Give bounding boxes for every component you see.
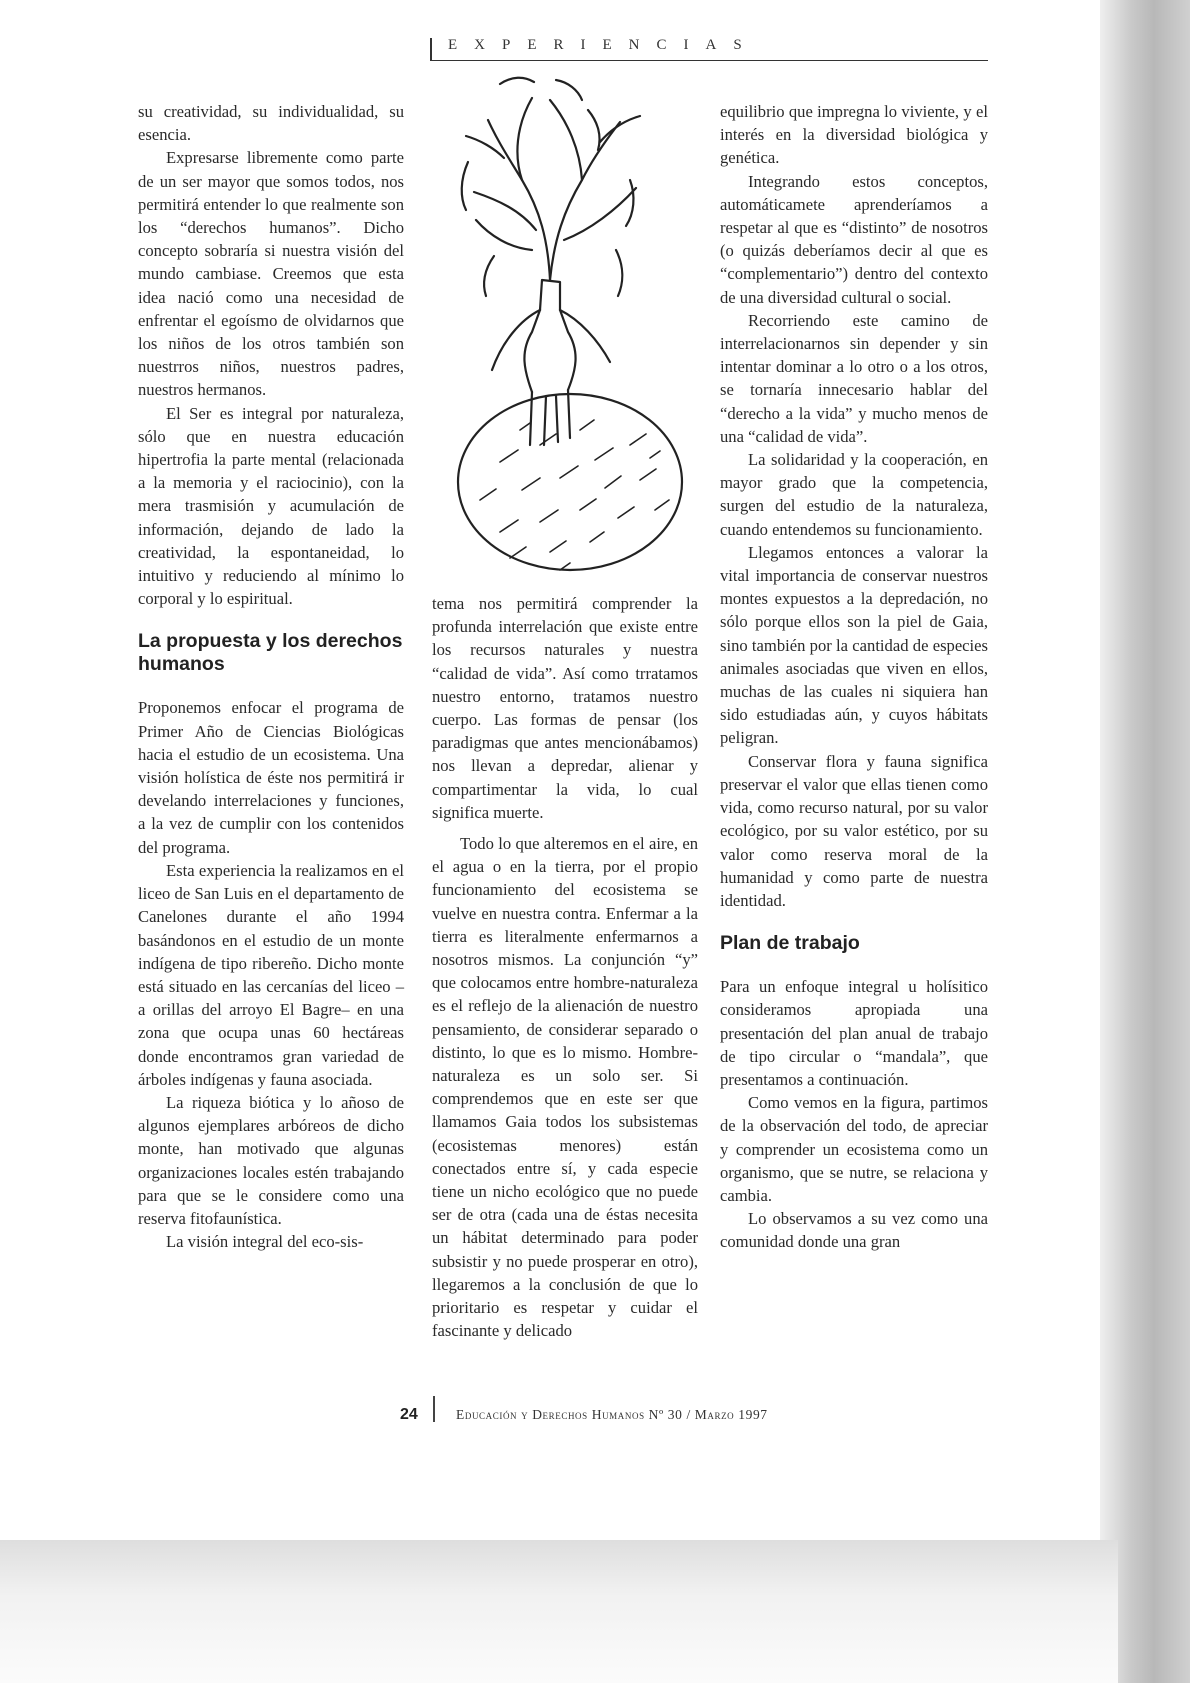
paragraph: Proponemos enfocar el programa de Primer Año de Ciencias Biológicas hacia el estudio de un ecosistema. Una visión holística de éste nos permitirá ir develando interrelaciones y funciones, a la vez de cumplir con los contenidos del programa. xyxy=(138,698,404,857)
page-footer xyxy=(400,1402,860,1432)
text-column-2 xyxy=(432,592,698,1343)
paragraph: equilibrio que impregna lo viviente, y el interés en la diversidad biológica y genética. xyxy=(720,102,988,168)
paragraph: Expresarse libremente como parte de un ser mayor que somos todos, nos permitirá entender lo que realmente son los “derechos humanos”. Dicho concepto sobraría si nuestra visión del mundo cambiase. Creemos que esta idea nació como una necesidad de enfrentar el egoísmo de olvidarnos que los niños de los otros también son nuestrros niños, nuestros padres, nuestros hermanos. xyxy=(138,148,404,400)
paragraph: La solidaridad y la cooperación, en mayor grado que la competencia, surgen del estudio de la naturaleza, cuando entendemos su funcionamiento. xyxy=(720,450,988,539)
tree-person-illustration xyxy=(440,70,700,580)
scan-bottom-shadow xyxy=(0,1540,1118,1683)
header-bar xyxy=(430,38,432,60)
section-heading: La propuesta y los derechos humanos xyxy=(138,630,403,676)
text-column-1 xyxy=(138,100,404,1253)
journal-citation: Educación y Derechos Humanos Nº 30 / Marzo 1997 xyxy=(456,1407,768,1422)
paragraph: Integrando estos conceptos, automáticamete aprenderíamos a respetar al que es “distinto” de nosotros (o quizás deberíamos decir al que es “complementario”) dentro del contexto de una diversidad cultural o social. xyxy=(720,171,988,307)
paragraph: Llegamos entonces a valorar la vital importancia de conservar nuestros montes expuestos a la depredación, no sólo porque ellos son la piel de Gaia, sino también por la cantidad de especies animales asociadas que viven en ellos, muchas de las cuales ni siquiera han sido estudiadas aún, y cuyos hábitats peligran. xyxy=(720,542,988,748)
paragraph: La riqueza biótica y lo añoso de algunos ejemplares arbóreos de dicho monte, han motivado que algunas organizaciones locales estén trabajando para que se le considere como una reserva fitofaunística. xyxy=(138,1092,404,1228)
section-heading: Plan de trabajo xyxy=(720,932,860,955)
text-column-3 xyxy=(720,100,988,1254)
paragraph: Para un enfoque integral u holísitico consideramos apropiada una presentación del plan anual de trabajo de tipo circular o “mandala”, que presentamos a continuación. xyxy=(720,977,988,1089)
paragraph: El Ser es integral por naturaleza, sólo que en nuestra educación hipertrofia la parte mental (relacionada a la memoria y el raciocinio), con la mera trasmisión y acumulación de información, dejando de lado la creatividad, la espontaneidad, lo intuitivo y reduciendo al mínimo lo corporal y lo espiritual. xyxy=(138,403,404,609)
paragraph: Lo observamos a su vez como una comunidad donde una gran xyxy=(720,1209,988,1252)
paragraph: Conservar flora y fauna significa preservar el valor que ellas tienen como vida, como recurso natural, por su valor ecológico, por su valor estético, por su valor como reserva moral de la humanidad y como parte de nuestra identidad. xyxy=(720,751,988,910)
paragraph: La visión integral del eco-sis- xyxy=(166,1232,364,1252)
scan-edge-shadow xyxy=(1100,0,1190,1683)
paragraph: su creatividad, su individualidad, su esencia. xyxy=(138,102,404,145)
paragraph: Recorriendo este camino de interrelacionarnos sin depender y sin intentar dominar a lo otro o a los otros, se tornaría innecesario hablar del “derecho a la vida” y mucho menos de una “calidad de vida”. xyxy=(720,310,988,446)
paragraph: Todo lo que alteremos en el aire, en el agua o en la tierra, por el propio funcionamiento del ecosistema se vuelve en nuestra contra. Enfermar a la tierra es literalmente enfermarnos a nosotros mismos. La conjunción “y” que colocamos entre hombre-naturaleza es el reflejo de la alienación de nuestro pensamiento, de considerar separado o distinto, lo que es lo mismo. Hombre-naturaleza es un solo ser. Si comprendemos que en este ser que llamamos Gaia todos los subsistemas (ecosistemas menores) están conectados entre sí, y cada especie tiene un nicho ecológico que no puede ser de otra (cada una de éstas necesita un hábitat determinado para poder subsistir y no puede prosperar en otro), llegaremos a la conclusión de que lo prioritario es respetar y cuidar el fascinante y delicado xyxy=(432,834,698,1341)
section-header xyxy=(430,36,988,61)
section-title: EXPERIENCIAS xyxy=(448,37,759,53)
page-number: 24 xyxy=(400,1406,418,1423)
footer-separator xyxy=(433,1396,435,1422)
paragraph: tema nos permitirá comprender la profunda interrelación que existe entre los recursos naturales y nuestra “calidad de vida”. Así como trratamos nuestro entorno, tratamos nuestro cuerpo. Las formas de pensar (los paradigmas que antes mencionábamos) nos llevan a depredar, alienar y compartimentar la vida, lo cual significa muerte. xyxy=(432,594,698,822)
paragraph: Esta experiencia la realizamos en el liceo de San Luis en el departamento de Canelones durante el año 1994 basándonos en el estudio de un monte indígena de tipo ribereño. Dicho monte está situado en las cercanías del liceo –a orillas del arroyo El Bagre– en una zona que ocupa unas 60 hectáreas donde encontramos gran variedad de árboles indígenas y fauna asociada. xyxy=(138,860,404,1089)
paragraph: Como vemos en la figura, partimos de la observación del todo, de apreciar y comprender un ecosistema como un organismo, que se nutre, se relaciona y cambia. xyxy=(720,1093,988,1205)
